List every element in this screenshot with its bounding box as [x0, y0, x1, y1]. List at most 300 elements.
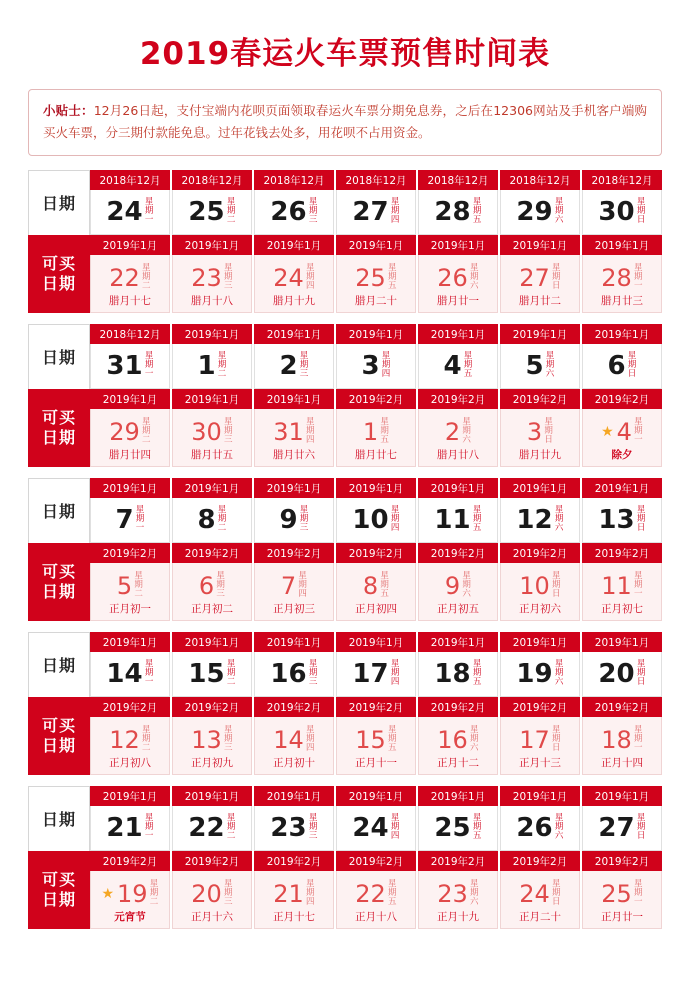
travel-date-month: 2019年2月: [336, 389, 416, 409]
sale-date-month: 2019年1月: [500, 632, 580, 652]
travel-date-lunar: 除夕: [611, 448, 633, 461]
travel-date-weekday: 星期一: [634, 417, 643, 445]
travel-date-lunar: 正月初二: [191, 602, 233, 615]
sale-date-month: 2019年1月: [418, 478, 498, 498]
sale-date-day: 3: [361, 350, 380, 381]
calendar-block: [28, 478, 662, 621]
calendar-block: [28, 170, 662, 313]
travel-date-day: 1: [362, 417, 379, 446]
travel-date-weekday: 星期四: [306, 725, 315, 753]
travel-date-cell[interactable]: [336, 235, 416, 313]
sale-date-body: [336, 652, 416, 697]
travel-date-month: 2019年2月: [418, 543, 498, 563]
sale-date-day: 22: [188, 812, 225, 843]
sale-date-body: [418, 806, 498, 851]
sale-date-body: [582, 652, 662, 697]
travel-date-weekday: 星期日: [552, 263, 561, 291]
sale-date-month: 2018年12月: [418, 170, 498, 190]
travel-date-lunar: 正月初七: [601, 602, 643, 615]
sale-date-cell[interactable]: [582, 170, 662, 235]
sale-date-weekday: 星期四: [390, 197, 400, 226]
sale-date-month: 2019年1月: [418, 632, 498, 652]
sale-date-month: 2019年1月: [500, 324, 580, 344]
travel-date-cell[interactable]: [500, 235, 580, 313]
sale-date-month: 2019年1月: [336, 632, 416, 652]
calendar-block: [28, 324, 662, 467]
travel-date-cell[interactable]: [500, 543, 580, 621]
sale-date-body: [500, 190, 580, 235]
sale-date-cell[interactable]: [500, 170, 580, 235]
travel-date-weekday: 星期二: [142, 725, 151, 753]
travel-date-weekday: 星期四: [306, 263, 315, 291]
sale-date-cell[interactable]: [418, 170, 498, 235]
sale-date-cells: [90, 324, 662, 389]
sale-date-day: 26: [270, 196, 307, 227]
travel-date-body: [254, 409, 334, 467]
sale-date-month: 2019年1月: [172, 786, 252, 806]
sale-date-weekday: 星期三: [299, 505, 309, 534]
travel-date-main: [109, 263, 151, 293]
travel-date-main: [273, 263, 315, 293]
travel-date-cell[interactable]: [172, 851, 252, 929]
travel-date-cell[interactable]: [254, 235, 334, 313]
sale-date-day: 1: [197, 350, 216, 381]
travel-date-day: 31: [273, 417, 304, 446]
travel-date-body: [172, 871, 252, 929]
sale-date-row: [28, 170, 662, 235]
sale-date-body: [172, 652, 252, 697]
sale-date-month: 2019年1月: [582, 324, 662, 344]
travel-date-cell[interactable]: [254, 543, 334, 621]
sale-date-day: 16: [270, 658, 307, 689]
travel-date-body: [418, 255, 498, 313]
sale-date-weekday: 星期三: [308, 197, 318, 226]
travel-date-day: 21: [273, 879, 304, 908]
travel-date-day: 29: [109, 417, 140, 446]
sale-date-cell[interactable]: [500, 324, 580, 389]
travel-date-main: [601, 725, 643, 755]
travel-date-main: [445, 571, 471, 601]
travel-date-cell[interactable]: [418, 389, 498, 467]
travel-date-body: [336, 717, 416, 775]
travel-date-cell[interactable]: [418, 697, 498, 775]
travel-date-day: 15: [355, 725, 386, 754]
travel-date-body: [336, 255, 416, 313]
travel-date-weekday: 星期三: [216, 571, 225, 599]
sale-date-day: 28: [434, 196, 471, 227]
sale-date-cell[interactable]: [336, 632, 416, 697]
travel-date-cell[interactable]: [500, 851, 580, 929]
travel-date-cells: [90, 851, 662, 929]
sale-date-cell[interactable]: [500, 632, 580, 697]
travel-date-cell[interactable]: [582, 235, 662, 313]
travel-date-body: [336, 409, 416, 467]
travel-date-cell[interactable]: [336, 851, 416, 929]
sale-date-weekday: 星期日: [636, 659, 646, 688]
row-label-buyable: [28, 851, 90, 929]
travel-date-weekday: 星期三: [224, 879, 233, 907]
travel-date-weekday: 星期日: [544, 417, 553, 445]
tip-label: 小贴士：: [43, 103, 94, 118]
travel-date-body: [582, 871, 662, 929]
travel-date-cell[interactable]: [172, 543, 252, 621]
travel-date-lunar: 腊月十九: [273, 294, 315, 307]
sale-date-day: 14: [106, 658, 143, 689]
travel-date-day: 8: [362, 571, 379, 600]
sale-date-month: 2018年12月: [582, 170, 662, 190]
sale-date-body: [172, 498, 252, 543]
travel-date-cell[interactable]: [172, 697, 252, 775]
sale-date-month: 2018年12月: [336, 170, 416, 190]
travel-date-body: [172, 409, 252, 467]
travel-date-cell[interactable]: [90, 235, 170, 313]
travel-date-day: 13: [191, 725, 222, 754]
travel-date-main: [363, 417, 389, 447]
sale-date-cell[interactable]: [336, 170, 416, 235]
travel-date-cell[interactable]: [90, 389, 170, 467]
travel-date-day: 7: [280, 571, 297, 600]
sale-date-body: [418, 190, 498, 235]
travel-date-month: 2019年2月: [336, 851, 416, 871]
sale-date-cell[interactable]: [582, 478, 662, 543]
sale-date-row: [28, 478, 662, 543]
page-title: 2019春运火车票预售时间表: [139, 36, 551, 72]
row-label-date: 日期: [28, 324, 90, 389]
travel-date-weekday: 星期二: [142, 417, 151, 445]
travel-date-day: 22: [355, 879, 386, 908]
sale-date-day: 6: [607, 350, 626, 381]
sale-date-cell[interactable]: [418, 324, 498, 389]
sale-date-cell[interactable]: [336, 786, 416, 851]
travel-date-main: [101, 879, 158, 909]
travel-date-month: 2019年1月: [336, 235, 416, 255]
row-label-buyable-line2: 日期: [41, 427, 76, 447]
travel-date-day: 18: [601, 725, 632, 754]
travel-date-cell[interactable]: [418, 851, 498, 929]
travel-date-cell[interactable]: [582, 851, 662, 929]
sale-date-cell[interactable]: [90, 170, 170, 235]
travel-date-weekday: 星期五: [380, 417, 389, 445]
travel-date-lunar: 正月十三: [519, 756, 561, 769]
travel-date-lunar: 腊月廿七: [355, 448, 397, 461]
travel-date-lunar: 正月初一: [109, 602, 151, 615]
travel-date-row: [28, 543, 662, 621]
travel-date-cell[interactable]: [90, 543, 170, 621]
travel-date-day: 9: [444, 571, 461, 600]
travel-date-cell[interactable]: [582, 543, 662, 621]
travel-date-month: 2019年2月: [336, 543, 416, 563]
travel-date-main: [445, 417, 471, 447]
sale-date-body: [172, 190, 252, 235]
row-label-buyable-line2: 日期: [41, 889, 76, 909]
sale-date-cell[interactable]: [172, 786, 252, 851]
sale-date-weekday: 星期六: [554, 197, 564, 226]
sale-date-cell[interactable]: [500, 786, 580, 851]
travel-date-day: 25: [601, 879, 632, 908]
sale-date-weekday: 星期五: [472, 813, 482, 842]
travel-date-body: [582, 717, 662, 775]
sale-date-day: 9: [279, 504, 298, 535]
travel-date-main: [117, 571, 143, 601]
travel-date-cell[interactable]: [418, 235, 498, 313]
sale-date-month: 2019年1月: [90, 632, 170, 652]
sale-date-weekday: 星期二: [226, 197, 236, 226]
travel-date-lunar: 腊月廿九: [519, 448, 561, 461]
sale-date-cell[interactable]: [172, 324, 252, 389]
travel-date-month: 2019年2月: [500, 543, 580, 563]
sale-date-day: 15: [188, 658, 225, 689]
sale-date-body: [254, 498, 334, 543]
sale-date-cell[interactable]: [254, 632, 334, 697]
tip-box: [28, 89, 662, 156]
tip-text: 12月26日起，支付宝端内花呗页面领取春运火车票分期免息券，之后在12306网站及手机客户端购买火车票，分三期付款能免息。过年花钱去处多，用花呗不占用资金。: [43, 103, 647, 140]
travel-date-month: 2019年1月: [582, 235, 662, 255]
travel-date-day: 6: [198, 571, 215, 600]
travel-date-month: 2019年2月: [90, 697, 170, 717]
row-label-date: 日期: [28, 170, 90, 235]
sale-date-month: 2018年12月: [90, 324, 170, 344]
sale-date-cell[interactable]: [90, 786, 170, 851]
travel-date-weekday: 星期三: [224, 263, 233, 291]
travel-date-lunar: 正月初三: [273, 602, 315, 615]
travel-date-cell[interactable]: [172, 235, 252, 313]
sale-date-row: [28, 786, 662, 851]
travel-date-main: [519, 263, 561, 293]
sale-date-body: [254, 806, 334, 851]
sale-date-body: [172, 806, 252, 851]
travel-date-cell[interactable]: [90, 851, 170, 929]
travel-date-body: [500, 563, 580, 621]
travel-date-body: [254, 871, 334, 929]
travel-date-lunar: 正月初十: [273, 756, 315, 769]
sale-date-cell[interactable]: [172, 170, 252, 235]
travel-date-main: [437, 879, 479, 909]
travel-date-cell[interactable]: [418, 543, 498, 621]
sale-date-cell[interactable]: [418, 632, 498, 697]
sale-date-body: [582, 344, 662, 389]
travel-date-month: 2019年2月: [500, 697, 580, 717]
sale-date-cell[interactable]: [582, 632, 662, 697]
sale-date-day: 26: [516, 812, 553, 843]
travel-date-lunar: 元宵节: [114, 910, 146, 923]
travel-date-cell[interactable]: [500, 389, 580, 467]
travel-date-lunar: 正月十九: [437, 910, 479, 923]
sale-date-body: [500, 498, 580, 543]
sale-date-month: 2019年1月: [418, 786, 498, 806]
travel-date-cell[interactable]: [90, 697, 170, 775]
travel-date-day: 20: [191, 879, 222, 908]
travel-date-day: 19: [117, 879, 148, 908]
travel-date-cell[interactable]: [336, 389, 416, 467]
travel-date-weekday: 星期二: [149, 879, 159, 907]
travel-date-cell[interactable]: [172, 389, 252, 467]
travel-date-month: 2019年2月: [90, 543, 170, 563]
sale-date-weekday: 星期四: [390, 659, 400, 688]
travel-date-main: [199, 571, 225, 601]
travel-date-month: 2019年2月: [172, 851, 252, 871]
travel-date-lunar: 正月十一: [355, 756, 397, 769]
travel-date-body: [90, 409, 170, 467]
sale-date-day: 19: [516, 658, 553, 689]
travel-date-row: [28, 235, 662, 313]
sale-date-cells: [90, 478, 662, 543]
travel-date-lunar: 正月十七: [273, 910, 315, 923]
travel-date-cell[interactable]: [336, 697, 416, 775]
sale-date-cell[interactable]: [254, 478, 334, 543]
sale-date-day: 31: [106, 350, 143, 381]
sale-date-day: 23: [270, 812, 307, 843]
travel-date-weekday: 星期三: [224, 417, 233, 445]
travel-date-month: 2019年1月: [172, 235, 252, 255]
travel-date-month: 2019年2月: [172, 697, 252, 717]
sale-date-cell[interactable]: [418, 478, 498, 543]
sale-date-day: 10: [352, 504, 389, 535]
travel-date-cell[interactable]: [254, 389, 334, 467]
sale-date-cell[interactable]: [254, 324, 334, 389]
sale-date-cell[interactable]: [418, 786, 498, 851]
travel-date-main: [109, 725, 151, 755]
travel-date-month: 2019年2月: [254, 851, 334, 871]
sale-date-cell[interactable]: [90, 478, 170, 543]
travel-date-cell[interactable]: [582, 389, 662, 467]
travel-date-lunar: 正月初八: [109, 756, 151, 769]
travel-date-body: [254, 255, 334, 313]
travel-date-lunar: 正月十二: [437, 756, 479, 769]
sale-date-cell[interactable]: [254, 170, 334, 235]
sale-date-weekday: 星期二: [226, 659, 236, 688]
travel-date-main: [519, 725, 561, 755]
travel-date-main: [519, 879, 561, 909]
travel-date-body: [172, 717, 252, 775]
travel-date-weekday: 星期日: [552, 725, 561, 753]
sale-date-cell[interactable]: [172, 478, 252, 543]
travel-date-weekday: 星期六: [470, 263, 479, 291]
travel-date-body: [582, 409, 662, 467]
sale-date-weekday: 星期一: [144, 813, 154, 842]
calendar-block: [28, 786, 662, 929]
sale-date-body: [90, 344, 170, 389]
travel-date-month: 2019年2月: [500, 389, 580, 409]
sale-date-cell[interactable]: [500, 478, 580, 543]
row-label-buyable-line1: 可买: [41, 561, 76, 581]
travel-date-body: [336, 563, 416, 621]
travel-date-cell[interactable]: [500, 697, 580, 775]
sale-date-cell[interactable]: [582, 324, 662, 389]
travel-date-lunar: 腊月十八: [191, 294, 233, 307]
travel-date-month: 2019年1月: [172, 389, 252, 409]
sale-date-cell[interactable]: [336, 478, 416, 543]
travel-date-body: [418, 409, 498, 467]
sale-date-day: 2: [279, 350, 298, 381]
travel-date-month: 2019年2月: [582, 697, 662, 717]
travel-date-weekday: 星期一: [634, 571, 643, 599]
row-label-date: 日期: [28, 786, 90, 851]
sale-date-weekday: 星期日: [636, 505, 646, 534]
travel-date-day: 23: [437, 879, 468, 908]
travel-date-main: [355, 263, 397, 293]
travel-date-lunar: 正月初六: [519, 602, 561, 615]
row-label-buyable-line1: 可买: [41, 715, 76, 735]
sale-date-cell[interactable]: [90, 632, 170, 697]
sale-date-cell[interactable]: [90, 324, 170, 389]
travel-date-month: 2019年2月: [582, 851, 662, 871]
travel-date-day: 23: [191, 263, 222, 292]
travel-date-weekday: 星期四: [306, 879, 315, 907]
travel-date-day: 12: [109, 725, 140, 754]
sale-date-month: 2019年1月: [500, 478, 580, 498]
sale-date-body: [582, 498, 662, 543]
sale-date-cell[interactable]: [582, 786, 662, 851]
travel-date-lunar: 正月初五: [437, 602, 479, 615]
travel-date-main: [519, 571, 561, 601]
calendar-block: [28, 632, 662, 775]
row-label-buyable-line1: 可买: [41, 253, 76, 273]
sale-date-cell[interactable]: [172, 632, 252, 697]
travel-date-weekday: 星期二: [134, 571, 143, 599]
travel-date-day: 10: [519, 571, 550, 600]
travel-date-lunar: 腊月十七: [109, 294, 151, 307]
calendar-blocks: [28, 170, 662, 929]
sale-date-weekday: 星期三: [299, 351, 309, 380]
sale-date-day: 27: [352, 196, 389, 227]
travel-date-lunar: 腊月廿四: [109, 448, 151, 461]
travel-date-cell[interactable]: [254, 697, 334, 775]
row-label-buyable-line2: 日期: [41, 273, 76, 293]
travel-date-cell[interactable]: [582, 697, 662, 775]
sale-date-body: [418, 344, 498, 389]
travel-date-cell[interactable]: [336, 543, 416, 621]
sale-date-day: 24: [106, 196, 143, 227]
travel-date-month: 2019年2月: [500, 851, 580, 871]
sale-date-month: 2018年12月: [90, 170, 170, 190]
sale-date-weekday: 星期四: [390, 813, 400, 842]
sale-date-cells: [90, 170, 662, 235]
travel-date-body: [500, 255, 580, 313]
travel-date-weekday: 星期五: [388, 879, 397, 907]
sale-date-body: [90, 498, 170, 543]
travel-date-cells: [90, 543, 662, 621]
travel-date-day: 25: [355, 263, 386, 292]
sale-date-month: 2019年1月: [172, 478, 252, 498]
row-label-buyable-line1: 可买: [41, 869, 76, 889]
travel-date-main: [191, 263, 233, 293]
sale-date-body: [254, 652, 334, 697]
travel-date-body: [500, 717, 580, 775]
row-label-buyable-line2: 日期: [41, 581, 76, 601]
sale-date-day: 27: [598, 812, 635, 843]
sale-date-month: 2019年1月: [336, 786, 416, 806]
sale-date-cell[interactable]: [254, 786, 334, 851]
travel-date-weekday: 星期五: [380, 571, 389, 599]
travel-date-cell[interactable]: [254, 851, 334, 929]
travel-date-lunar: 正月初九: [191, 756, 233, 769]
travel-date-lunar: 腊月廿六: [273, 448, 315, 461]
travel-date-weekday: 星期四: [306, 417, 315, 445]
sale-date-month: 2019年1月: [172, 324, 252, 344]
sale-date-day: 18: [434, 658, 471, 689]
travel-date-lunar: 正月廿一: [601, 910, 643, 923]
row-label-buyable-line1: 可买: [41, 407, 76, 427]
travel-date-lunar: 腊月廿五: [191, 448, 233, 461]
sale-date-day: 8: [197, 504, 216, 535]
travel-date-weekday: 星期五: [388, 725, 397, 753]
travel-date-lunar: 腊月廿三: [601, 294, 643, 307]
travel-date-main: [363, 571, 389, 601]
sale-date-day: 25: [188, 196, 225, 227]
sale-date-cell[interactable]: [336, 324, 416, 389]
travel-date-month: 2019年2月: [336, 697, 416, 717]
sale-date-month: 2019年1月: [582, 786, 662, 806]
